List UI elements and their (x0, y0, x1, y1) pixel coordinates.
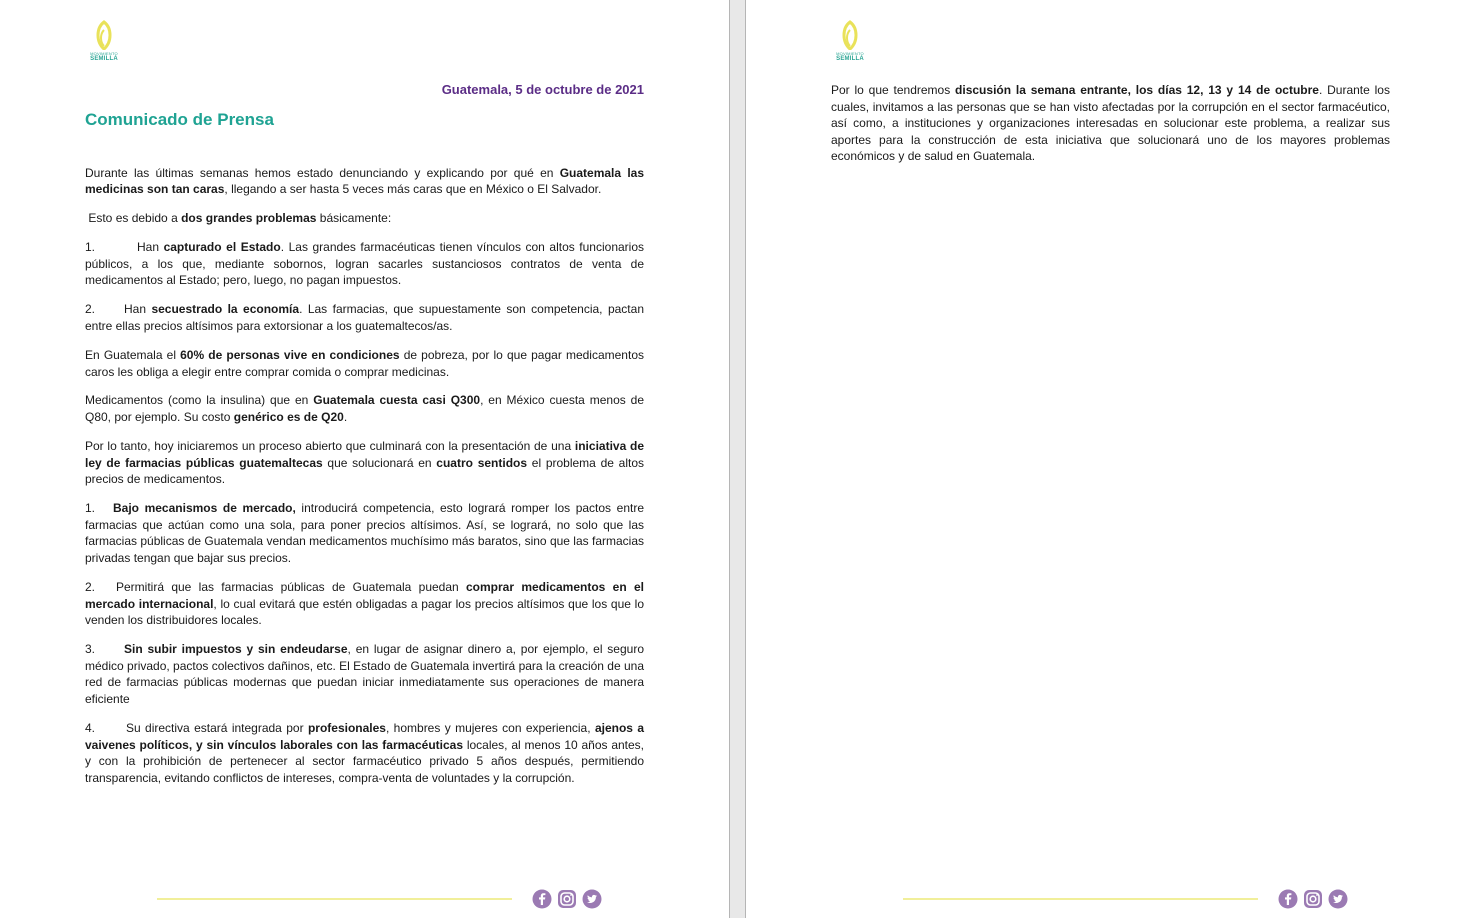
list-item-problem-2: 2. Han secuestrado la economía. Las farmacias, que supuestamente son competencia, pactan entre ellas precios altísimos para extorsionar a los guatemaltecos/as. (85, 302, 644, 333)
page1-body (85, 82, 644, 799)
list-item-problem-1: 1. Han capturado el Estado. Las grandes farmacéuticas tienen vínculos con altos funcionarios públicos, a los que, mediante sobornos, logran sacarles sustanciosos contratos de venta de medicamentos al Estado; pero, luego, no pagan impuestos. (85, 240, 644, 288)
footer-divider (903, 898, 1258, 900)
document-title: Comunicado de Prensa (85, 109, 274, 129)
logo-text-line2: SEMILLA (836, 56, 864, 62)
paragraph-poverty: En Guatemala el 60% de personas vive en condiciones de pobreza, por lo que pagar medicamentos caros les obliga a elegir entre comprar comida o comprar medicinas. (85, 347, 644, 379)
document-page-1 (0, 0, 729, 918)
logo-text-line2: SEMILLA (90, 56, 118, 62)
logo-text-line1: MOVIMIENTO (90, 51, 118, 56)
paragraph-discussion: Por lo que tendremos discusión la semana entrante, los días 12, 13 y 14 de octubre. Durante los cuales, invitamos a las personas que se han visto afectadas por la corrupción en el sector farmacéutico, así como, a instituciones y organizaciones interesadas en solucionar este problema, a realizar sus aportes para la construcción de esta iniciativa que solucionará uno de los mayores problemas económicos y de salud en Guatemala. (831, 83, 1390, 164)
movimiento-semilla-logo (84, 20, 124, 66)
paragraph-initiative: Por lo tanto, hoy iniciaremos un proceso abierto que culminará con la presentación de una iniciativa de ley de farmacias públicas guatemaltecas que solucionará en cuatro sentidos el problema de altos precios de medicamentos. (85, 439, 645, 487)
document-date: Guatemala, 5 de octubre de 2021 (441, 82, 644, 97)
page2-body (831, 82, 1390, 177)
document-page-2 (746, 0, 1473, 918)
page-1-edge (729, 0, 730, 918)
paragraph-insulin: Medicamentos (como la insulina) que en Guatemala cuesta casi Q300, en México cuesta menos de Q80, por ejemplo. Su costo genérico es de Q20. (85, 393, 645, 425)
list-item-solution-4: 4. Su directiva estará integrada por profesionales, hombres y mujeres con experiencia, ajenos a vaivenes políticos, y sin vínculos laborales con las farmacéuticas locales, al menos 10 años antes, y con la prohibición de pertenecer al sector farmacéutico privado 5 años después, permitiendo transparencia, evitando conflictos de intereses, compra-venta de voluntades y la corrupción. (85, 720, 645, 785)
instagram-icon[interactable] (557, 889, 577, 909)
twitter-icon[interactable] (582, 889, 602, 909)
footer-divider (157, 898, 512, 900)
list-item-solution-1: 1. Bajo mecanismos de mercado, introducirá competencia, esto logrará romper los pactos entre farmacias que actúan como una sola, para poner precios altísimos. Así, se logrará, no solo que las farmacias públicas de Guatemala vendan medicamentos muchísimo más baratos, sino que las farmacias privadas tengan que bajar sus precios. (85, 501, 644, 566)
logo-text-line1: MOVIMIENTO (836, 51, 864, 56)
twitter-icon[interactable] (1328, 889, 1348, 909)
social-icons (532, 889, 602, 909)
social-icons (1278, 889, 1348, 909)
facebook-icon[interactable] (532, 889, 552, 909)
paragraph-two-problems: Esto es debido a dos grandes problemas básicamente: (88, 211, 392, 226)
movimiento-semilla-logo (830, 20, 870, 66)
list-item-solution-3: 3. Sin subir impuestos y sin endeudarse, en lugar de asignar dinero a, por ejemplo, el seguro médico privado, pactos colectivos dañinos, etc. El Estado de Guatemala invertirá para la creación de una red de farmacias públicas modernas que puedan iniciar inmediatamente sus operaciones de manera eficiente (85, 642, 645, 706)
list-item-solution-2: 2. Permitirá que las farmacias públicas de Guatemala puedan comprar medicamentos en el mercado internacional, lo cual evitará que estén obligadas a pagar los precios altísimos que los que lo venden los distribuidores locales. (85, 580, 644, 628)
seed-logo-icon (830, 20, 870, 50)
paragraph-intro: Durante las últimas semanas hemos estado denunciando y explicando por qué en Guatemala las medicinas son tan caras, llegando a ser hasta 5 veces más caras que en México o El Salvador. (85, 165, 645, 197)
facebook-icon[interactable] (1278, 889, 1298, 909)
seed-logo-icon (84, 20, 124, 50)
instagram-icon[interactable] (1303, 889, 1323, 909)
